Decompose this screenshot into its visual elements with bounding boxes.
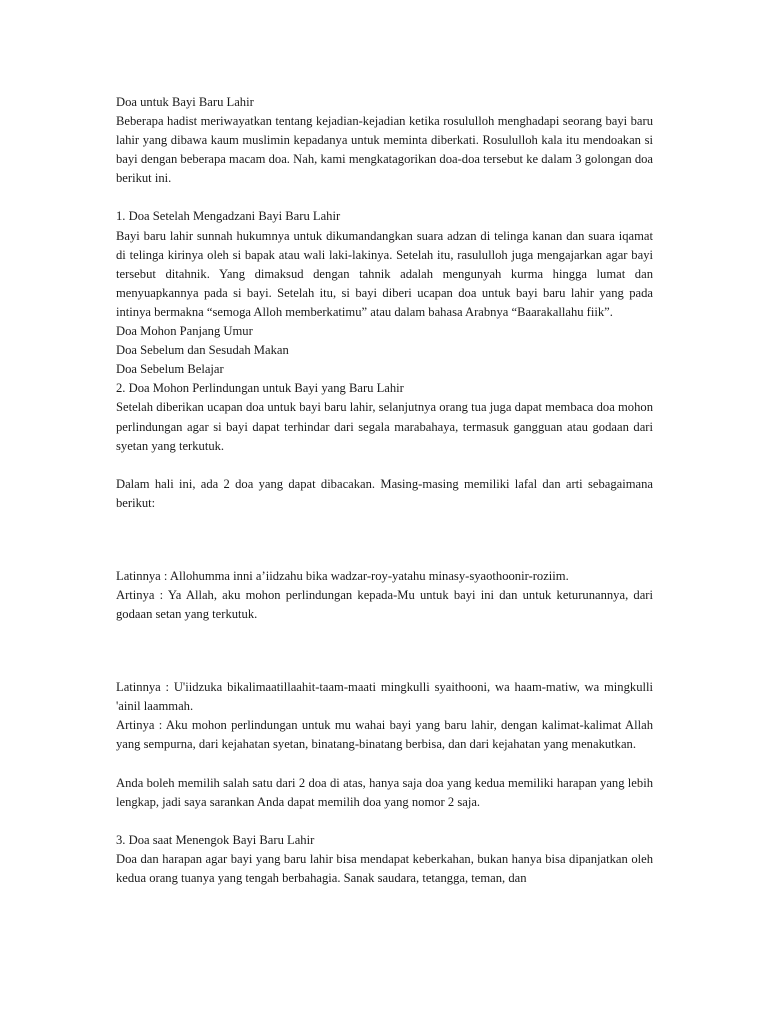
document-title: Doa untuk Bayi Baru Lahir	[116, 95, 254, 109]
document-body	[116, 93, 653, 888]
spacer	[116, 755, 653, 774]
intro-paragraph: Beberapa hadist meriwayatkan tentang kejadian-kejadian ketika rosululloh menghadapi seorang bayi baru lahir yang dibawa kaum muslimin kepadanya untuk meminta diberkati. Rosululloh kala itu mendoakan si bayi dengan beberapa macam doa. Nah, kami mengkatagorikan doa-doa tersebut ke dalam 3 golongan doa berikut ini.	[116, 114, 653, 186]
arabic-placeholder-1	[116, 513, 653, 567]
arabic-placeholder-2	[116, 624, 653, 678]
spacer	[116, 188, 653, 207]
section1-paragraph: Bayi baru lahir sunnah hukumnya untuk dikumandangkan suara adzan di telinga kanan dan suara iqamat di telinga kirinya oleh si bapak atau wali laki-lakinya. Setelah itu, rasululloh juga mengajarkan agar bayi tersebut ditahnik. Yang dimaksud dengan tahnik adalah mengunyah kurma hingga lumat dan menyuapkannya pada si bayi. Setelah itu, si bayi diberi ucapan doa untuk bayi baru lahir yang pada intinya bermakna “semoga Alloh memberkatimu” atau dalam bahasa Arabnya “Baarakallahu fiik”.	[116, 228, 653, 319]
section2-closing: Anda boleh memilih salah satu dari 2 doa di atas, hanya saja doa yang kedua memiliki harapan yang lebih lengkap, jadi saya sarankan Anda dapat memilih doa yang nomor 2 saja.	[116, 775, 653, 809]
related-link-belajar[interactable]: Doa Sebelum Belajar	[116, 362, 224, 377]
section2-paragraph-2: Dalam hali ini, ada 2 doa yang dapat dibacakan. Masing-masing memiliki lafal dan arti sebagaimana berikut:	[116, 476, 653, 510]
related-link-makan[interactable]: Doa Sebelum dan Sesudah Makan	[116, 343, 289, 358]
spacer	[116, 456, 653, 475]
section3-heading: 3. Doa saat Menengok Bayi Baru Lahir	[116, 832, 315, 847]
doa1-latin: Latinnya : Allohumma inni a’iidzahu bika wadzar-roy-yatahu minasy-syaothoonir-roziim.	[116, 568, 569, 583]
doa2-latin: Latinnya : U'iidzuka bikalimaatillaahit-taam-maati mingkulli syaithooni, wa haam-matiw, wa mingkulli 'ainil laammah.	[116, 680, 653, 714]
related-link-panjang-umur[interactable]: Doa Mohon Panjang Umur	[116, 324, 253, 339]
section3-paragraph: Doa dan harapan agar bayi yang baru lahir bisa mendapat keberkahan, bukan hanya bisa dipanjatkan oleh kedua orang tuanya yang tengah berbahagia. Sanak saudara, tetangga, teman, dan	[116, 851, 653, 885]
section2-heading: 2. Doa Mohon Perlindungan untuk Bayi yang Baru Lahir	[116, 381, 404, 396]
spacer	[116, 812, 653, 831]
section1-heading: 1. Doa Setelah Mengadzani Bayi Baru Lahir	[116, 209, 341, 224]
doa1-arti: Artinya : Ya Allah, aku mohon perlindungan kepada-Mu untuk bayi ini dan untuk keturunannya, dari godaan setan yang terkutuk.	[116, 587, 653, 622]
section2-paragraph: Setelah diberikan ucapan doa untuk bayi baru lahir, selanjutnya orang tua juga dapat membaca doa mohon perlindungan agar si bayi dapat terhindar dari segala marabahaya, termasuk gangguan atau godaan dari syetan yang terkutuk.	[116, 400, 653, 453]
doa2-arti: Artinya : Aku mohon perlindungan untuk mu wahai bayi yang baru lahir, dengan kalimat-kalimat Allah yang sempurna, dari kejahatan syetan, binatang-binatang berbisa, dan dari kejahatan yang menakutkan.	[116, 718, 653, 752]
